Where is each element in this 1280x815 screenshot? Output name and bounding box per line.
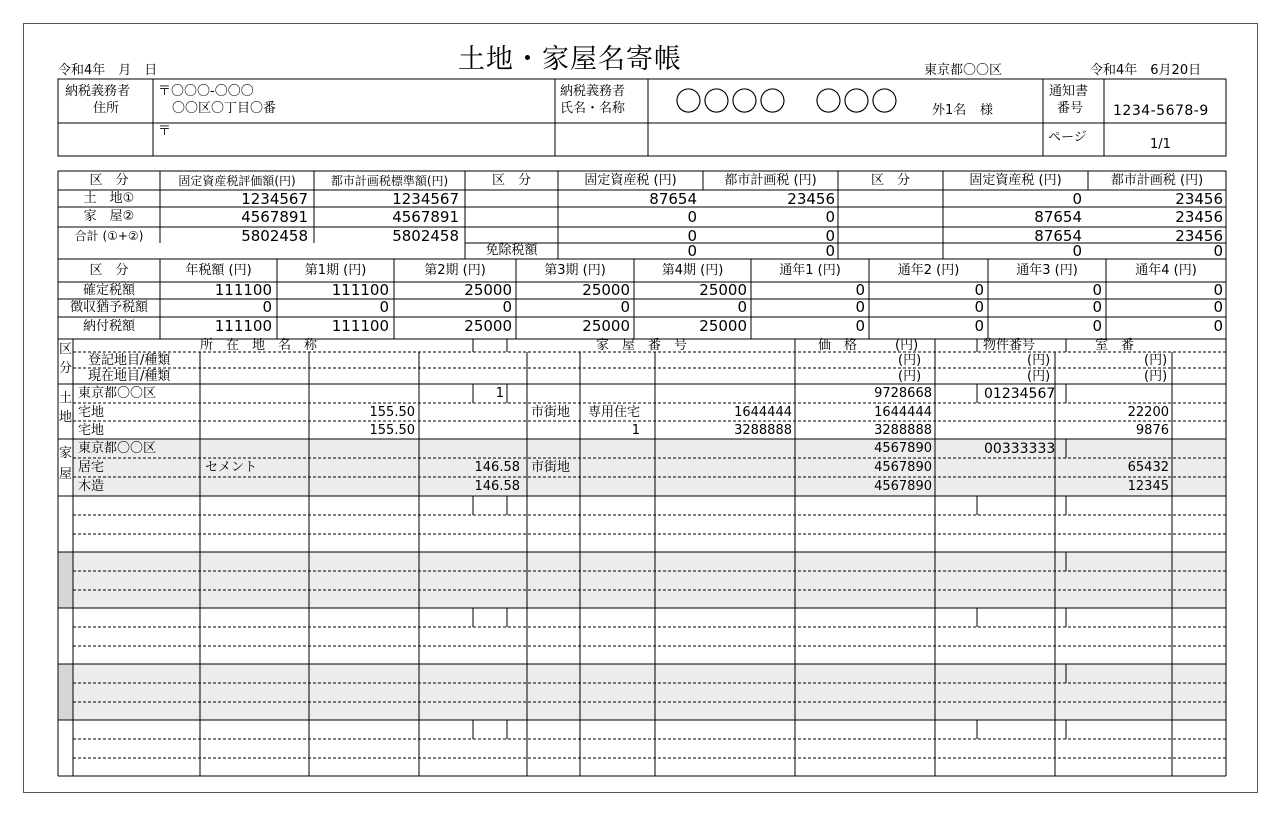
pay-deferred-p1: 0: [379, 298, 389, 316]
pay-due-p1: 111100: [331, 317, 389, 335]
prop-h-yen-1: (円): [895, 338, 919, 353]
prop-h-yen-7: (円): [1144, 369, 1168, 384]
assess-total-tax1: 0: [687, 227, 697, 245]
prop-h-yen-2: (円): [898, 353, 922, 368]
prop-h-bukken: 物件番号: [983, 338, 1036, 353]
assess-h-city2: 都市計画税 (円): [1110, 173, 1204, 188]
prop-h-house-no: 家 屋 番 号: [596, 338, 688, 353]
assess-h-city1: 都市計画税 (円): [724, 173, 817, 188]
label-name-2: 氏名・名称: [560, 101, 626, 116]
pay-deferred-p4: 0: [737, 298, 747, 316]
assess-h-kubun3: 区 分: [870, 173, 910, 188]
house-material: 木造: [78, 479, 105, 494]
pay-due-label: 納付税額: [82, 319, 135, 334]
land-v4: 3288888: [874, 423, 932, 438]
land-cur-type: 宅地: [78, 423, 105, 438]
assess-land-tax2: 0: [1072, 190, 1082, 208]
house-area-2: 146.58: [474, 479, 520, 494]
land-v1: 1644444: [734, 405, 792, 420]
pay-h-p2: 第2期 (円): [424, 263, 486, 278]
house-bukken: 00333333: [984, 441, 1056, 457]
label-notice-2: 番号: [1057, 101, 1084, 116]
land-location: 東京都〇〇区: [78, 386, 157, 401]
pay-deferred-y4: 0: [1213, 298, 1223, 316]
label-page: ページ: [1048, 130, 1087, 145]
house-structure: セメント: [205, 460, 258, 475]
house-room-2: 12345: [1127, 479, 1169, 494]
house-use: 居宅: [78, 460, 105, 475]
prop-h-registered: 登記地目/種類: [88, 353, 171, 368]
land-v3: 3288888: [734, 423, 792, 438]
land-tag-2: 地: [59, 410, 73, 425]
pay-fixed-y2: 0: [974, 281, 984, 299]
prop-h-price: 価 格: [818, 338, 858, 353]
house-area-1: 146.58: [474, 460, 520, 475]
prop-h-ku: 区: [59, 342, 73, 357]
assess-land-std: 1234567: [392, 190, 459, 208]
house-price: 4567890: [874, 441, 932, 456]
land-tag-1: 土: [59, 391, 73, 406]
pay-deferred-p3: 0: [620, 298, 630, 316]
label-name-1: 納税義務者: [560, 84, 626, 99]
label-address: 住所: [93, 101, 120, 116]
exemption-tax1: 0: [687, 242, 697, 260]
assess-h-std: 都市計画税標準額(円): [330, 174, 449, 188]
prop-h-yen-4: (円): [1027, 353, 1051, 368]
house-room-1: 65432: [1127, 460, 1169, 475]
pay-fixed-p3: 25000: [582, 281, 630, 299]
pay-h-p4: 第4期 (円): [661, 263, 724, 278]
prop-h-yen-6: (円): [1144, 353, 1168, 368]
pay-deferred-annual: 0: [262, 298, 272, 316]
land-usage: 専用住宅: [588, 405, 641, 420]
pay-deferred-y1: 0: [855, 298, 865, 316]
exemption-tax2: 0: [1072, 242, 1082, 260]
house-district: 市街地: [531, 460, 571, 475]
assess-total-city2: 23456: [1175, 227, 1223, 245]
pay-h-y3: 通年3 (円): [1016, 263, 1078, 278]
assess-h-tax2: 固定資産税 (円): [969, 173, 1062, 188]
prop-h-bun: 分: [59, 361, 73, 376]
land-district: 市街地: [531, 405, 571, 420]
pay-due-y1: 0: [855, 317, 865, 335]
pay-fixed-y3: 0: [1092, 281, 1102, 299]
assess-total-tax2: 87654: [1034, 227, 1082, 245]
assess-house-tax2: 87654: [1034, 208, 1082, 226]
pay-fixed-p4: 25000: [699, 281, 747, 299]
land-room-1: 22200: [1127, 405, 1169, 420]
house-tag-2: 屋: [59, 467, 73, 482]
prop-h-location: 所 在 地 名 称: [200, 338, 318, 353]
assess-total-label: 合計 (①+②): [74, 229, 144, 243]
house-tag-1: 家: [59, 446, 73, 461]
land-reg-area: 155.50: [369, 405, 415, 420]
pay-fixed-y4: 0: [1213, 281, 1223, 299]
pay-due-p4: 25000: [699, 317, 747, 335]
exemption-label: 免除税額: [485, 243, 538, 258]
assess-total-city1: 0: [825, 227, 835, 245]
house-price-2: 4567890: [874, 460, 932, 475]
pay-fixed-p1: 111100: [331, 281, 389, 299]
pay-h-y4: 通年4 (円): [1135, 263, 1197, 278]
label-taxpayer: 納税義務者: [65, 84, 131, 99]
pay-due-y4: 0: [1213, 317, 1223, 335]
exemption-city1: 0: [825, 242, 835, 260]
other-owners: 外1名: [932, 103, 967, 118]
house-location: 東京都〇〇区: [78, 441, 157, 456]
land-reg-type: 宅地: [78, 405, 105, 420]
pay-h-p3: 第3期 (円): [544, 263, 606, 278]
pay-h-y1: 通年1 (円): [779, 263, 841, 278]
assess-land-city2: 23456: [1175, 190, 1223, 208]
assess-house-city2: 23456: [1175, 208, 1223, 226]
prop-h-room: 室 番: [1095, 338, 1135, 353]
pay-deferred-y2: 0: [974, 298, 984, 316]
pay-fixed-label: 確定税額: [82, 283, 135, 298]
land-price: 9728668: [874, 386, 932, 401]
prop-h-yen-3: (円): [898, 369, 922, 384]
assess-house-label: 家 屋②: [83, 209, 135, 224]
notice-number: 1234-5678-9: [1113, 103, 1209, 119]
assess-house-std: 4567891: [392, 208, 459, 226]
land-bukken: 01234567: [984, 386, 1056, 402]
assess-total-eval: 5802458: [241, 227, 308, 245]
assess-h-kubun: 区 分: [89, 173, 129, 188]
land-v2: 1644444: [874, 405, 932, 420]
assess-land-label: 土 地①: [83, 191, 135, 206]
pay-due-p2: 25000: [464, 317, 512, 335]
pay-deferred-p2: 0: [502, 298, 512, 316]
shaded-bands: [73, 439, 1226, 720]
assess-land-tax1: 87654: [649, 190, 697, 208]
address: 〇〇区〇丁目〇番: [172, 101, 277, 116]
assess-land-city1: 23456: [787, 190, 835, 208]
exemption-city2: 0: [1213, 242, 1223, 260]
land-cur-area: 155.50: [369, 423, 415, 438]
assess-house-eval: 4567891: [241, 208, 308, 226]
pay-deferred-label: 徴収猶予税額: [69, 300, 148, 315]
assess-h-kubun2: 区 分: [491, 173, 531, 188]
assess-house-tax1: 0: [687, 208, 697, 226]
pay-h-y2: 通年2 (円): [897, 263, 960, 278]
assess-house-city1: 0: [825, 208, 835, 226]
pay-fixed-annual: 111100: [214, 281, 272, 299]
pay-due-y2: 0: [974, 317, 984, 335]
land-room-2: 9876: [1135, 423, 1169, 438]
pay-fixed-y1: 0: [855, 281, 865, 299]
document-title: 土地・家屋名寄帳: [458, 44, 682, 75]
pay-h-p1: 第1期 (円): [304, 263, 367, 278]
issue-date-left: 令和4年 月 日: [58, 63, 158, 78]
pay-deferred-y3: 0: [1092, 298, 1102, 316]
assess-land-eval: 1234567: [241, 190, 308, 208]
office-name: 東京都〇〇区: [924, 63, 1003, 78]
page-number: 1/1: [1150, 137, 1171, 152]
pay-h-annual: 年税額 (円): [185, 263, 252, 278]
pay-due-y3: 0: [1092, 317, 1102, 335]
pay-fixed-p2: 25000: [464, 281, 512, 299]
postal-code-2: 〒: [158, 124, 172, 139]
land-qty: 1: [631, 423, 640, 438]
postal-code: 〒〇〇〇-〇〇〇: [158, 84, 254, 99]
issue-date-right: 令和4年 6月20日: [1090, 63, 1202, 78]
honorific: 様: [980, 103, 994, 118]
assess-total-std: 5802458: [392, 227, 459, 245]
assess-h-tax1: 固定資産税 (円): [584, 173, 677, 188]
prop-h-yen-5: (円): [1027, 369, 1051, 384]
pay-h-kubun: 区 分: [89, 263, 129, 278]
land-seq: 1: [495, 386, 504, 401]
taxpayer-name: 〇〇〇〇 〇〇〇: [675, 87, 899, 118]
assess-h-eval: 固定資産税評価額(円): [178, 174, 296, 188]
pay-due-annual: 111100: [214, 317, 272, 335]
prop-h-current: 現在地目/種類: [88, 369, 171, 384]
pay-due-p3: 25000: [582, 317, 630, 335]
house-price-3: 4567890: [874, 479, 932, 494]
label-notice-1: 通知書: [1049, 84, 1089, 99]
